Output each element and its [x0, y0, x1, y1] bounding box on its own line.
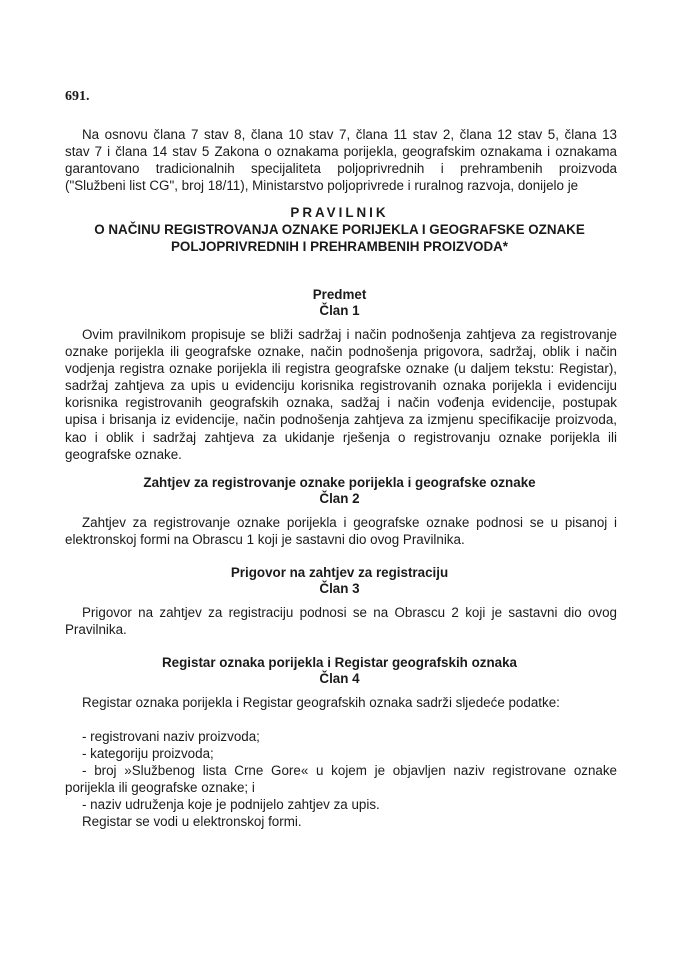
article-3-text	[65, 604, 617, 638]
article-3-number: Član 3	[319, 581, 360, 596]
article-4-list	[65, 728, 617, 831]
text-line: Na osnovu člana 7 stav 8, člana 10 stav 7, člana 11 stav 2, člana 12 stav 5, člana 13	[82, 127, 617, 142]
text-line: kao i oblik i sadržaj zahtjeva za ukidanje rješenja o registrovanju oznake porijekla ili	[65, 429, 617, 445]
text-line: geografske oznake.	[65, 446, 182, 462]
document-subtitle-line-2: POLJOPRIVREDNIH I PREHRAMBENIH PROIZVODA*	[170, 239, 509, 254]
list-item: porijekla ili geografske oznake; i	[65, 780, 255, 796]
text-line: Prigovor na zahtjev za registraciju podnosi se na Obrascu 2 koji je sastavni dio ovog	[82, 605, 617, 620]
list-item: - kategoriju proizvoda;	[82, 746, 214, 762]
text-line: ("Službeni list CG", broj 18/11), Ministarstvo poljoprivrede i ruralnog razvoja, donijelo je	[65, 178, 579, 194]
article-1-number: Član 1	[319, 303, 360, 318]
preamble	[65, 126, 617, 194]
text-line: Ovim pravilnikom propisuje se bliži sadržaj i način podnošenja zahtjeva za registrovanje	[82, 327, 617, 342]
text-line: oznake porijekla ili geografske oznake, način podnošenja prigovora, sadržaj, oblik i način	[65, 344, 617, 360]
article-1-heading: Predmet	[312, 287, 367, 302]
text-line: stav 7 i člana 14 stav 5 Zakona o oznakama porijekla, geografskim oznakama i oznakama	[65, 144, 617, 160]
article-4-text	[65, 694, 617, 711]
article-2-heading: Zahtjev za registrovanje oznake porijekla i geografske oznake	[143, 475, 536, 490]
article-4-heading: Registar oznaka porijekla i Registar geografskih oznaka	[162, 655, 517, 670]
text-line: korisnika registrovanih geografskih oznaka, sadžaj i način vođenja evidencije, postupak	[65, 395, 617, 411]
decree-number: 691.	[65, 89, 90, 104]
article-2-number: Član 2	[319, 491, 360, 506]
article-2-text	[65, 514, 617, 548]
list-item: - broj »Službenog lista Crne Gore« u kojem je objavljen naziv registrovane oznake	[82, 763, 617, 779]
text-line: sadržaj zahtjeva za upis u evidenciju korisnika registrovanih oznaka porijekla i evidenciju	[65, 378, 617, 394]
text-line: elektronskoj formi na Obrascu 1 koji je sastavni dio ovog Pravilnika.	[65, 532, 465, 548]
document-title: PRAVILNIK	[290, 205, 389, 220]
list-item: - registrovani naziv proizvoda;	[82, 729, 260, 744]
article-4-number: Član 4	[319, 671, 360, 686]
text-line: vodjenja registra oznake porijekla ili registra geografske oznake (u daljem tekstu: Registar),	[65, 361, 617, 377]
list-item: Registar se vodi u elektronskoj formi.	[82, 814, 302, 830]
text-line: Registar oznaka porijekla i Registar geografskih oznaka sadrži sljedeće podatke:	[82, 695, 560, 710]
article-3-heading: Prigovor na zahtjev za registraciju	[230, 565, 449, 580]
text-line: Pravilnika.	[65, 622, 127, 638]
text-line: upisa i brisanja iz evidencije, način podnošenja zahtjeva za izmjenu specifikacije proizvoda,	[65, 412, 617, 428]
text-line: garantovano tradicionalnih specijaliteta poljoprivrednih i prehrambenih proizvoda	[65, 161, 617, 177]
document-subtitle-line-1: O NAČINU REGISTROVANJA OZNAKE PORIJEKLA I GEOGRAFSKE OZNAKE	[94, 222, 585, 237]
text-line: Zahtjev za registrovanje oznake porijekla i geografske oznake podnosi se u pisanoj i	[82, 515, 617, 530]
article-1-text	[65, 326, 617, 463]
list-item: - naziv udruženja koje je podnijelo zahtjev za upis.	[82, 797, 380, 813]
